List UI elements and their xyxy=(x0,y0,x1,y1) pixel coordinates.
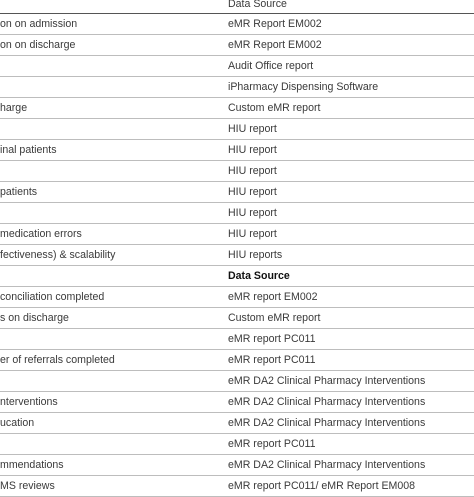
measure-cell: patients xyxy=(0,186,38,198)
data-source-cell: eMR Report EM002 xyxy=(228,18,322,30)
table-row xyxy=(0,56,474,77)
data-source-cell: Custom eMR report xyxy=(228,312,321,324)
data-source-cell: eMR report PC011 xyxy=(228,333,316,345)
measure-cell: ucation xyxy=(0,417,35,429)
table-row xyxy=(0,245,474,266)
table-row xyxy=(0,287,474,308)
table-row xyxy=(0,329,474,350)
table-row xyxy=(0,119,474,140)
data-source-cell: iPharmacy Dispensing Software xyxy=(228,81,379,93)
data-source-cell: eMR report PC011 xyxy=(228,438,316,450)
measure-cell: MS reviews xyxy=(0,480,55,492)
measure-cell: on on discharge xyxy=(0,39,76,51)
table-row xyxy=(0,308,474,329)
data-source-cell: eMR DA2 Clinical Pharmacy Interventions xyxy=(228,417,426,429)
data-source-cell: eMR report PC011 xyxy=(228,354,316,366)
measure-cell: conciliation completed xyxy=(0,291,105,303)
table-row xyxy=(0,371,474,392)
data-source-cell: HIU reports xyxy=(228,249,283,261)
table-row xyxy=(0,476,474,497)
table-row xyxy=(0,413,474,434)
data-source-cell: HIU report xyxy=(228,186,277,198)
table-header-row xyxy=(0,0,474,14)
table-row xyxy=(0,434,474,455)
measure-cell: s on discharge xyxy=(0,312,69,324)
measure-cell: harge xyxy=(0,102,28,114)
table-row xyxy=(0,455,474,476)
data-source-cell: eMR report PC011/ eMR Report EM008 xyxy=(228,480,416,492)
table-row xyxy=(0,98,474,119)
data-source-cell: HIU report xyxy=(228,228,277,240)
data-source-cell: HIU report xyxy=(228,207,277,219)
measure-cell: fectiveness) & scalability xyxy=(0,249,116,261)
data-source-cell: Data Source xyxy=(228,270,290,282)
measure-cell: er of referrals completed xyxy=(0,354,115,366)
measure-cell: mmendations xyxy=(0,459,64,471)
table-row xyxy=(0,14,474,35)
measure-cell: inal patients xyxy=(0,144,57,156)
measure-cell: on on admission xyxy=(0,18,78,30)
table-row xyxy=(0,182,474,203)
data-source-cell: eMR DA2 Clinical Pharmacy Interventions xyxy=(228,459,426,471)
table-row xyxy=(0,140,474,161)
data-source-cell: eMR report EM002 xyxy=(228,291,318,303)
table-row xyxy=(0,35,474,56)
data-source-cell: Audit Office report xyxy=(228,60,314,72)
table-row xyxy=(0,161,474,182)
table-row xyxy=(0,392,474,413)
data-source-cell: HIU report xyxy=(228,123,277,135)
data-source-cell: eMR DA2 Clinical Pharmacy Interventions xyxy=(228,375,426,387)
measure-cell: medication errors xyxy=(0,228,82,240)
data-source-cell: eMR DA2 Clinical Pharmacy Interventions xyxy=(228,396,426,408)
measure-cell: nterventions xyxy=(0,396,58,408)
table-row xyxy=(0,77,474,98)
data-source-cell: eMR Report EM002 xyxy=(228,39,322,51)
data-source-cell: Custom eMR report xyxy=(228,102,321,114)
header-data-source-cell: Data Source xyxy=(228,0,287,10)
table-row xyxy=(0,350,474,371)
table-row xyxy=(0,203,474,224)
data-source-cell: HIU report xyxy=(228,144,277,156)
table-row xyxy=(0,224,474,245)
data-source-cell: HIU report xyxy=(228,165,277,177)
section-header-row xyxy=(0,266,474,287)
